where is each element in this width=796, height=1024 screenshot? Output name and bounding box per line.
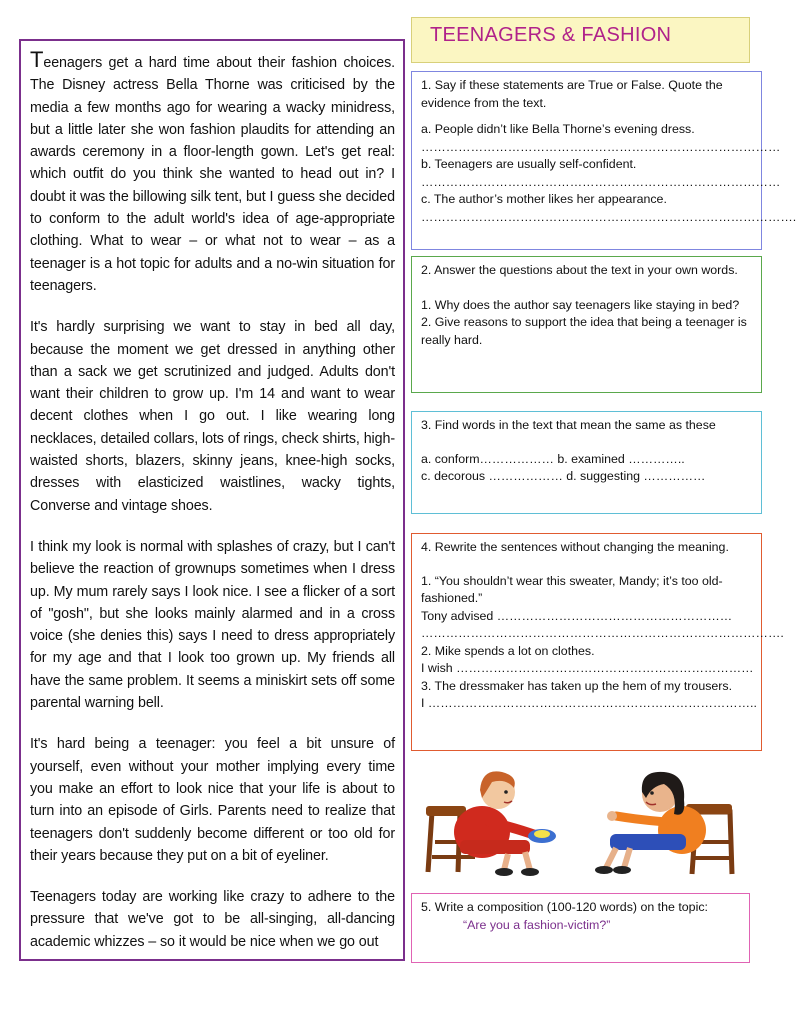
task-4-stem-2: I wish ………………………………………………………………	[421, 661, 754, 675]
task-1-statement-c: c. The author’s mother likes her appearance.	[421, 192, 667, 206]
task-4-answer-line-1: …………………………………………………………………………….	[421, 626, 784, 640]
task-4-stem-3: I ……………………………………………………………………..	[421, 696, 757, 710]
task-2-question-2: 2. Give reasons to support the idea that being a teenager is really hard.	[421, 315, 747, 347]
mother-daughter-illustration	[420, 762, 740, 877]
task-3-prompt: 3. Find words in the text that mean the same as these	[421, 418, 716, 432]
task-4-stem-1: Tony advised …………………………………………………	[421, 608, 733, 623]
article-paragraph-2: It's hardly surprising we want to stay in bed all day, because the moment we get dressed in anything other than a sack we get scrutinized and judged. Adults don't want their children to grow up. I'm 14 and want to wear decent clothes when I go out. I like wearing long necklaces, detailed collars, lots of rings, check shirts, high-waisted shorts, blazers, skinny jeans, knee-high socks, dresses with elasticized waistlines, wacky tights, Converse and vintage shoes.	[30, 319, 395, 514]
task-1-prompt: 1. Say if these statements are True or False. Quote the evidence from the text.	[421, 78, 723, 110]
task-1-answer-line-c: ……………………………………………………………………………….	[421, 209, 796, 224]
task-1-statement-a: a. People didn’t like Bella Thorne’s evening dress.	[421, 122, 695, 136]
task-4-box	[411, 533, 784, 751]
article-box	[19, 39, 405, 961]
article-paragraph-5: Teenagers today are working like crazy to adhere to the pressure that we've got to be all-singing, all-dancing academic whizzes – so it would be nice when we go out	[30, 889, 395, 950]
task-1-box	[411, 71, 796, 250]
task-1-answer-line-b: ……………………………………………………………………………	[421, 174, 781, 189]
drop-cap: T	[30, 47, 44, 72]
task-2-question-1: 1. Why does the author say teenagers like staying in bed?	[421, 297, 740, 312]
article-paragraph-1	[30, 47, 395, 297]
task-2-box	[411, 256, 762, 393]
task-4-sentence-3: 3. The dressmaker has taken up the hem of my trousers.	[421, 678, 733, 693]
article-paragraph-3: I think my look is normal with splashes of crazy, but I can't believe the reaction of grownups sometimes when I dress up. My mum rarely says I look nice. I see a flicker of a sort of "gosh", but she looks mainly alarmed and in a cross voice (she denies this) says I need to dress appropriately for my age and that I look too grown up. My friends all have the same problem. It seems a miniskirt sets off some parental warning bell.	[30, 538, 395, 712]
task-4-prompt: 4. Rewrite the sentences without changing the meaning.	[421, 540, 729, 554]
worksheet-title-box	[411, 17, 750, 63]
worksheet-title: TEENAGERS & FASHION	[430, 24, 672, 46]
task-1-answer-line-a: ……………………………………………………………………………	[421, 139, 781, 154]
article-paragraph-1-text: eenagers get a hard time about their fashion choices. The Disney actress Bella Thorne was criticised by the media a few months ago for wearing a wacky minidress, but a little later she won fashion plaudits for attending an awards ceremony in a floor-length gown. Let's get real: which outfit do you think she wanted to head out in? I doubt it was the billowing silk tent, but I guess she decided to conform to the adult world's idea of age-appropriate clothing. What to wear – or what not to wear – as a teenager is a hot topic for adults and a no-win situation for teenagers.	[30, 55, 395, 294]
task-4-sentence-2: 2. Mike spends a lot on clothes.	[421, 643, 595, 658]
task-4-sentence-1: 1. “You shouldn’t wear this sweater, Mandy; it’s too old-fashioned.”	[421, 573, 723, 605]
task-2-prompt: 2. Answer the questions about the text in your own words.	[421, 263, 738, 277]
task-3-row-2: c. decorous ……………… d. suggesting ……………	[421, 469, 706, 483]
task-1-statement-b: b. Teenagers are usually self-confident.	[421, 157, 637, 171]
task-3-box	[411, 411, 762, 514]
task-3-row-1: a. conform……………… b. examined …………..	[421, 451, 685, 466]
task-5-prompt: 5. Write a composition (100-120 words) on the topic:	[421, 900, 708, 914]
task-5-box	[411, 893, 750, 963]
task-5-topic: “Are you a fashion-victim?”	[463, 917, 611, 932]
article-paragraph-4: It's hard being a teenager: you feel a bit unsure of yourself, even without your mother implying every time you make an effort to look nice that your life is about to turn into an episode of Girls. Parents need to realize that teenagers don't suddenly become different or too old for their years because they put on a bit of eyeliner.	[30, 736, 395, 864]
